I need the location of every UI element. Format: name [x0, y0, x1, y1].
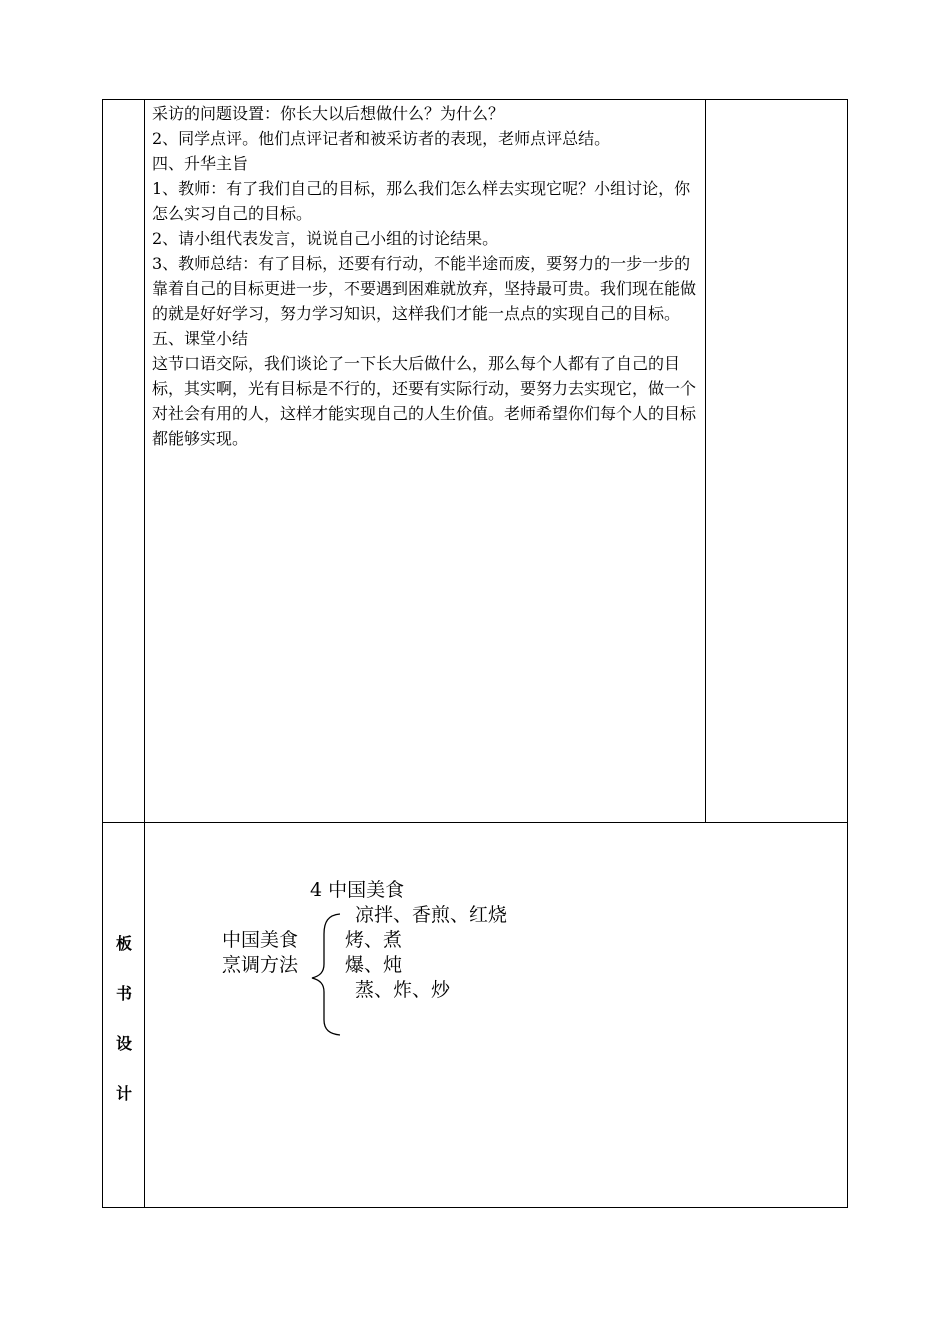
lesson-line: 这节口语交际，我们谈论了一下长大后做什么，那么每个人都有了自己的目标，其实啊，光有目标是不行的，还要有实际行动，要努力去实现它，做一个对社会有用的人，这样才能实现自己的人生价值。老师希望你们每个人的目标都能够实现。 [152, 354, 697, 448]
board-label-char: 书 [115, 984, 132, 1003]
table-row-divider [102, 822, 848, 823]
board-item: 蒸、炸、炒 [355, 979, 451, 1001]
lesson-line: 3、教师总结：有了目标，还要有行动，不能半途而废，要努力的一步一步的靠着自己的目标更进一步，不要遇到困难就放弃，坚持最可贵。我们现在能做的就是好好学习，努力学习知识，这样我们才能一点点的实现自己的目标。 [152, 254, 697, 323]
board-title: 4 中国美食 [310, 879, 405, 901]
board-left-line2: 烹调方法 [222, 954, 299, 976]
lesson-line: 2、同学点评。他们点评记者和被采访者的表现，老师点评总结。 [152, 129, 611, 148]
board-left-line1: 中国美食 [222, 929, 299, 951]
curly-brace-icon [308, 912, 344, 1038]
lesson-line: 1、教师：有了我们自己的目标，那么我们怎么样去实现它呢？小组讨论，你怎么实习自己的目标。 [152, 179, 691, 223]
board-item: 烤、煮 [345, 929, 403, 951]
table-notes-divider [705, 99, 706, 823]
lesson-line: 2、请小组代表发言，说说自己小组的讨论结果。 [152, 229, 499, 248]
table-bottom-border [102, 1207, 848, 1208]
board-item: 爆、炖 [345, 954, 403, 976]
lesson-line: 四、升华主旨 [152, 154, 249, 173]
board-item: 凉拌、香煎、红烧 [355, 904, 508, 926]
lesson-content [152, 101, 702, 451]
table-right-border [847, 99, 848, 1208]
table-top-border [102, 99, 848, 100]
board-label-char: 设 [115, 1034, 132, 1053]
board-label-char: 板 [115, 934, 132, 953]
lesson-line: 五、课堂小结 [152, 329, 249, 348]
lesson-line: 采访的问题设置：你长大以后想做什么？为什么？ [152, 104, 505, 123]
board-label-char: 计 [115, 1084, 132, 1103]
